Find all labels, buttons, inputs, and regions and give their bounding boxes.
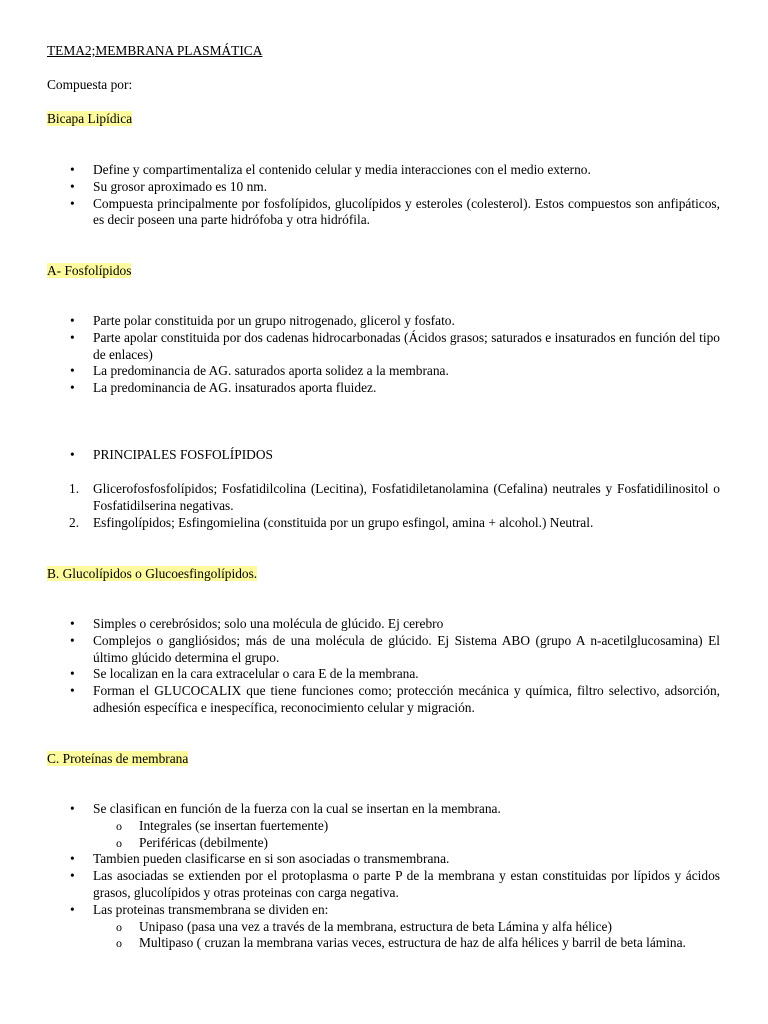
list-item [47,801,720,851]
sub-list [93,818,720,852]
sub-list [93,919,720,953]
section-heading-fosfolipidos [47,263,131,280]
fosfolipidos-list [47,313,720,397]
list-item: • Parte apolar constituida por dos cadenas hidrocarbonadas (Ácidos grasos; saturados e insaturados en función del tipo de enlaces) [47,330,720,364]
list-item: • Forman el GLUCOCALIX que tiene funciones como; protección mecánica y química, filtro selectivo, adsorción, adhesión específica e inespecífica, reconocimiento celular y migración. [47,683,720,717]
list-item: • La predominancia de AG. saturados aporta solidez a la membrana. [47,363,720,380]
item-text: Glicerofosfosfolípidos; Fosfatidilcolina (Lecitina), Fosfatidiletanolamina (Cefalina) neutrales y Fosfatidilinositol o Fosfatidilserina negativas. [93,481,720,513]
sub-list-item: o Periféricas (debilmente) [93,835,720,852]
document-title: TEMA2;MEMBRANA PLASMÁTICA [47,43,263,58]
section-heading-glucolipidos [47,566,257,583]
highlighted-heading: B. Glucolípidos o Glucoesfingolípidos. [47,566,258,581]
item-number: 1. [69,481,80,496]
list-item: • Su grosor aproximado es 10 nm. [47,179,720,196]
item-text: Se clasifican en función de la fuerza con la cual se insertan en la membrana. [93,801,501,816]
list-item: • La predominancia de AG. insaturados aporta fluidez. [47,380,720,397]
item-text: Esfingolípidos; Esfingomielina (constituida por un grupo esfingol, amina + alcohol.) Neutral. [93,514,594,530]
principales-numbered-list [47,481,720,531]
item-text: Las proteinas transmembrana se dividen en: [93,901,329,917]
glucolipidos-list [47,616,720,717]
highlighted-heading: Bicapa Lipídica [47,111,133,126]
list-item: • Simples o cerebrósidos; solo una molécula de glúcido. Ej cerebro [47,616,720,633]
list-item: • Complejos o gangliósidos; más de una molécula de glúcido. Ej Sistema ABO (grupo A n-acetilglucosamina) El último glúcido determina el grupo. [47,633,720,667]
principales-label-list [47,447,720,464]
highlighted-heading: C. Proteínas de membrana [47,751,189,766]
section-heading-proteinas [47,751,188,768]
intro-text: Compuesta por: [47,77,133,92]
numbered-item [47,515,720,532]
sub-list-item: o Unipaso (pasa una vez a través de la membrana, estructura de beta Lámina y alfa hélice) [93,919,720,936]
numbered-item [47,481,720,515]
list-item: • Compuesta principalmente por fosfolípidos, glucolípidos y esteroles (colesterol). Estos compuestos son anfipáticos, es decir poseen una parte hidrófoba y otra hidrófila. [47,196,720,230]
item-number: 2. [69,514,80,530]
list-item: • Las asociadas se extienden por el protoplasma o parte P de la membrana y estan constituidas por lípidos y ácidos grasos, glucolípidos y otras proteinas con carga negativa. [47,868,720,902]
list-item: • Parte polar constituida por un grupo nitrogenado, glicerol y fosfato. [47,313,720,330]
proteinas-list [47,801,720,952]
list-item: • Define y compartimentaliza el contenido celular y media interacciones con el medio externo. [47,162,720,179]
list-item: • Tambien pueden clasificarse en si son asociadas o transmembrana. [47,851,720,868]
list-item [47,902,720,952]
list-item: • PRINCIPALES FOSFOLÍPIDOS [47,447,720,464]
sub-list-item: o Integrales (se insertan fuertemente) [93,818,720,835]
list-item: • Se localizan en la cara extracelular o cara E de la membrana. [47,666,720,683]
bicapa-list [47,162,720,229]
highlighted-heading: A- Fosfolípidos [47,263,132,278]
sub-list-item: o Multipaso ( cruzan la membrana varias veces, estructura de haz de alfa hélices y barril de beta lámina. [93,935,720,952]
section-heading-bicapa [47,111,132,128]
